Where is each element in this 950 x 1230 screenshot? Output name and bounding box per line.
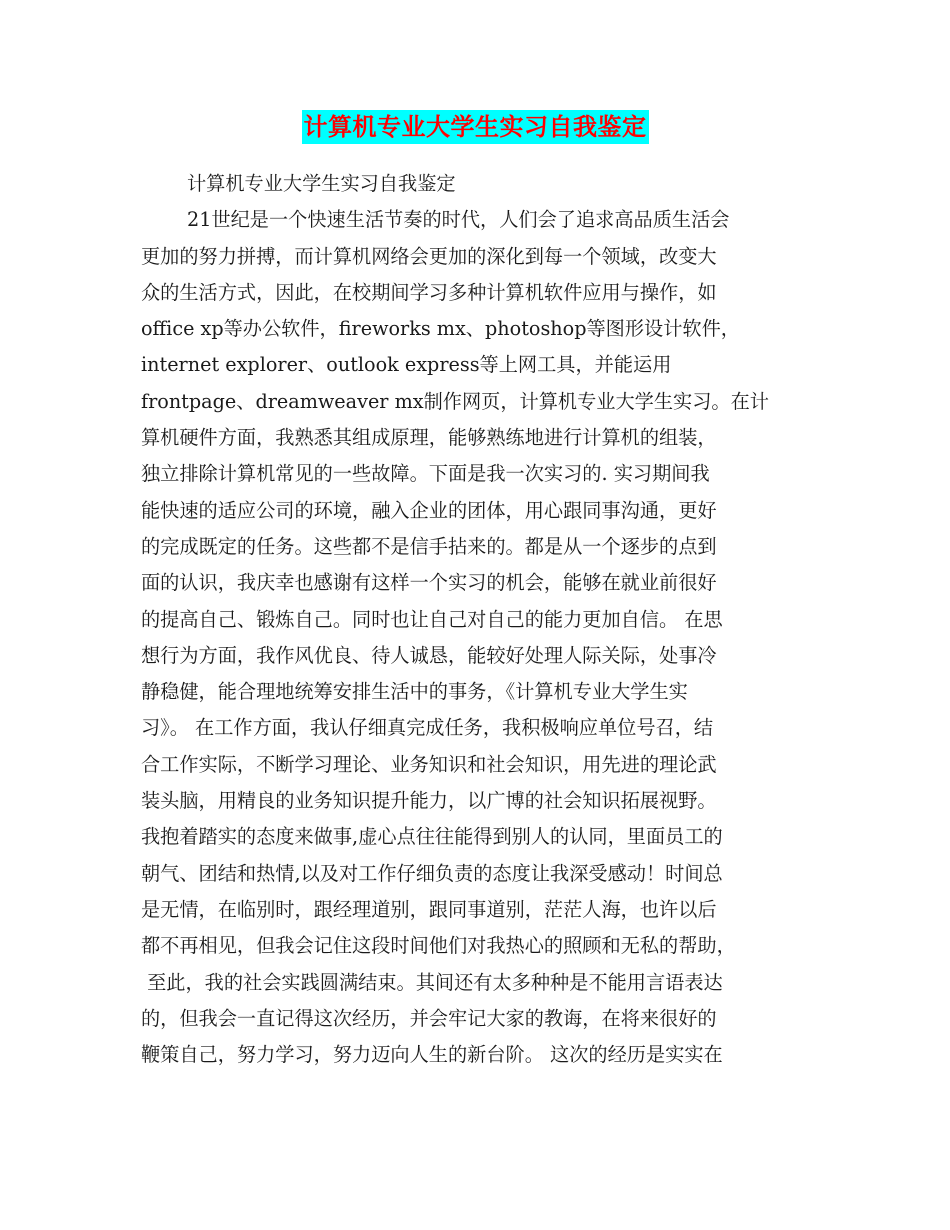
body-line-18: 装头脑，用精良的业务知识提升能力，以广博的社会知识拓展视野。	[141, 789, 717, 813]
body-line-15: 静稳健，能合理地统筹安排生活中的事务，《计算机专业大学生实	[141, 680, 688, 704]
body-line-13: 的提高自己、锻炼自己。同时也让自己对自己的能力更加自信。 在思	[141, 607, 723, 631]
body-line-12: 面的认识，我庆幸也感谢有这样一个实习的机会，能够在就业前很好	[141, 571, 717, 595]
body-line-21: 是无情，在临别时，跟经理道别，跟同事道别，茫茫人海，也许以后	[141, 897, 717, 921]
body-line-17: 合工作实际，不断学习理论、业务知识和社会知识，用先进的理论武	[141, 752, 717, 776]
body-line-4: 众的生活方式，因此，在校期间学习多种计算机软件应用与操作，如	[141, 280, 717, 304]
body-line-20: 朝气、团结和热情,以及对工作仔细负责的态度让我深受感动！时间总	[141, 861, 723, 885]
body-line-25: 鞭策自己，努力学习，努力迈向人生的新台阶。 这次的经历是实实在	[141, 1043, 723, 1067]
body-line-2: 21世纪是一个快速生活节奏的时代，人们会了追求高品质生活会	[187, 208, 730, 232]
body-line-6: internet explorer、outlook express等上网工具，并能运用	[141, 353, 672, 377]
body-line-8: 算机硬件方面，我熟悉其组成原理，能够熟练地进行计算机的组装，	[141, 426, 717, 450]
body-line-24: 的，但我会一直记得这次经历，并会牢记大家的教诲，在将来很好的	[141, 1006, 717, 1030]
title-container	[0, 110, 950, 144]
document-title: 计算机专业大学生实习自我鉴定	[302, 110, 649, 144]
body-line-7: frontpage、dreamweaver mx制作网页，计算机专业大学生实习。在计	[141, 389, 769, 413]
body-line-19: 我抱着踏实的态度来做事,虚心点往往能得到别人的认同，里面员工的	[141, 825, 723, 849]
body-line-5: office xp等办公软件，fireworks mx、photoshop等图形设计软件，	[141, 317, 740, 341]
body-line-14: 想行为方面，我作风优良、待人诚恳，能较好处理人际关际，处事冷	[141, 643, 717, 667]
body-line-23: 至此，我的社会实践圆满结束。其间还有太多种种是不能用言语表达	[141, 970, 723, 994]
body-line-9: 独立排除计算机常见的一些故障。下面是我一次实习的. 实习期间我	[141, 462, 710, 486]
body-line-1: 计算机专业大学生实习自我鉴定	[187, 172, 456, 195]
body-line-16: 习》。 在工作方面，我认仔细真完成任务，我积极响应单位号召，结	[141, 716, 714, 740]
body-line-10: 能快速的适应公司的环境，融入企业的团体，用心跟同事沟通，更好	[141, 498, 717, 522]
body-line-11: 的完成既定的任务。这些都不是信手拈来的。都是从一个逐步的点到	[141, 534, 717, 558]
body-line-3: 更加的努力拼搏，而计算机网络会更加的深化到每一个领域，改变大	[141, 244, 717, 268]
body-line-22: 都不再相见，但我会记住这段时间他们对我热心的照顾和无私的帮助，	[141, 934, 736, 958]
document-body	[141, 166, 808, 1073]
